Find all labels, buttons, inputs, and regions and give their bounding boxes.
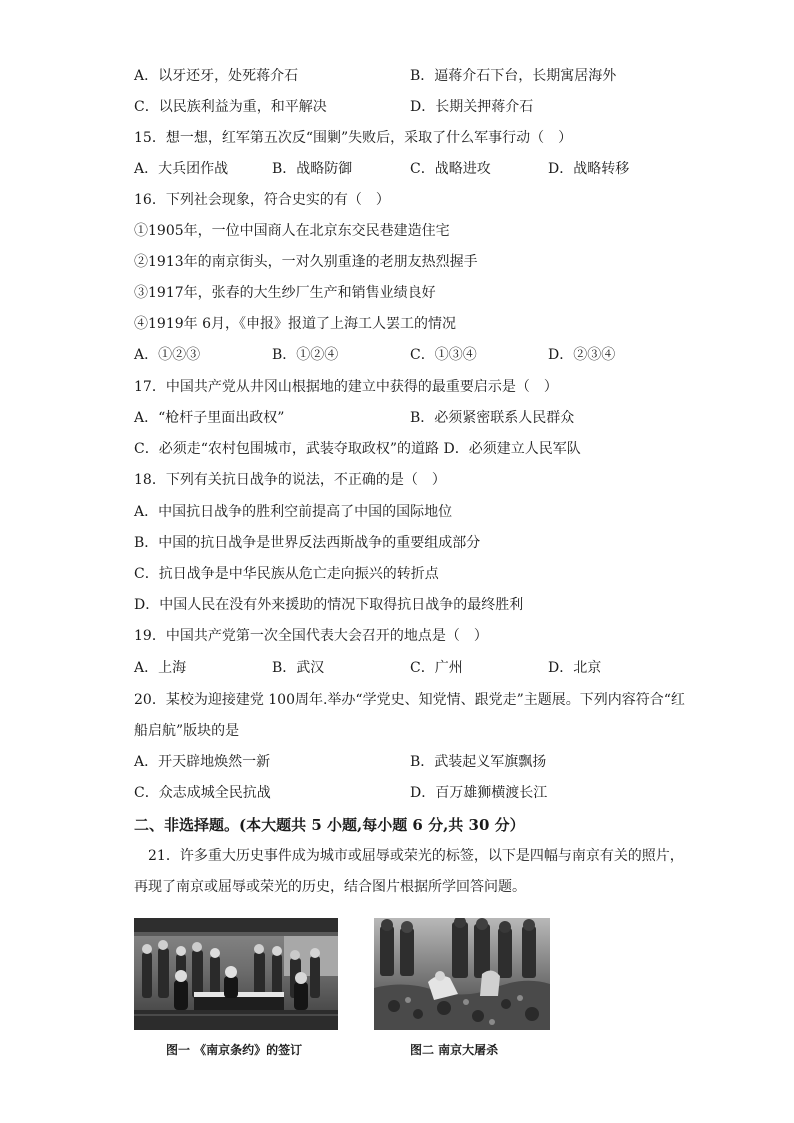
q20-option-b[interactable]: B．武装起义军旗飘扬: [410, 754, 547, 770]
section-heading: 二、非选择题。(本大题共 5 小题,每小题 6 分,共 30 分）: [134, 816, 525, 834]
figure-1-photo: [134, 918, 338, 1030]
q16-item-2: ②1913年的南京街头，一对久别重逢的老朋友热烈握手: [134, 254, 478, 270]
q14-option-a[interactable]: A．以牙还牙，处死蒋介石: [134, 68, 299, 84]
q15-option-c[interactable]: C．战略进攻: [410, 161, 491, 177]
figure-1-image: [134, 918, 338, 1030]
q18-option-a[interactable]: A．中国抗日战争的胜利空前提高了中国的国际地位: [134, 504, 453, 520]
figure-2-photo: [374, 918, 550, 1030]
q19-stem: 19．中国共产党第一次全国代表大会召开的地点是（ ）: [134, 628, 488, 644]
q20-options-row-2: [0, 783, 794, 803]
q14-option-c[interactable]: C．以民族利益为重，和平解决: [134, 99, 327, 115]
q18-option-c[interactable]: C．抗日战争是中华民族从危亡走向振兴的转折点: [134, 566, 439, 582]
q16-option-a[interactable]: A．①②③: [134, 347, 201, 363]
q20-stem-line-2: 船启航”版块的是: [134, 723, 240, 739]
q19-options: [0, 658, 794, 678]
q20-options-row-1: [0, 752, 794, 772]
q21-stem-line-1: 21．许多重大历史事件成为城市或屈辱或荣光的标签，以下是四幅与南京有关的照片，: [148, 848, 684, 864]
q16-options: [0, 345, 794, 365]
q19-option-b[interactable]: B．武汉: [272, 660, 325, 676]
q19-option-a[interactable]: A．上海: [134, 660, 187, 676]
q16-stem: 16．下列社会现象，符合史实的有（ ）: [134, 192, 390, 208]
q17-option-a[interactable]: A．“枪杆子里面出政权”: [134, 410, 285, 426]
q15-options: [0, 159, 794, 179]
q16-item-3: ③1917年，张春的大生纱厂生产和销售业绩良好: [134, 285, 436, 301]
q18-option-b[interactable]: B．中国的抗日战争是世界反法西斯战争的重要组成部分: [134, 535, 481, 551]
q16-option-c[interactable]: C．①③④: [410, 347, 477, 363]
q16-option-b[interactable]: B．①②④: [272, 347, 339, 363]
q15-option-b[interactable]: B．战略防御: [272, 161, 353, 177]
q15-option-a[interactable]: A．大兵团作战: [134, 161, 229, 177]
q17-option-b[interactable]: B．必须紧密联系人民群众: [410, 410, 575, 426]
q20-stem-line-1: 20．某校为迎接建党 100周年.举办“学党史、知党情、跟党走”主题展。下列内容符合“红: [134, 692, 685, 708]
q19-option-c[interactable]: C．广州: [410, 660, 463, 676]
q16-item-4: ④1919年 6月，《申报》报道了上海工人罢工的情况: [134, 316, 456, 332]
q20-option-a[interactable]: A．开天辟地焕然一新: [134, 754, 271, 770]
q14-options-row-2: [0, 97, 794, 117]
q17-options-row-1: [0, 408, 794, 428]
q20-option-c[interactable]: C．众志成城全民抗战: [134, 785, 271, 801]
q18-stem: 18．下列有关抗日战争的说法，不正确的是（ ）: [134, 472, 446, 488]
q14-option-b[interactable]: B．逼蒋介石下台，长期寓居海外: [410, 68, 617, 84]
figure-2-image: [374, 918, 550, 1030]
q14-option-d[interactable]: D．长期关押蒋介石: [410, 99, 534, 115]
q14-options-row-1: [0, 66, 794, 86]
q18-option-d[interactable]: D．中国人民在没有外来援助的情况下取得抗日战争的最终胜利: [134, 597, 524, 613]
q19-option-d[interactable]: D．北京: [548, 660, 602, 676]
figure-2-caption: 图二 南京大屠杀: [410, 1043, 499, 1057]
q15-stem: 15．想一想，红军第五次反“围剿”失败后，采取了什么军事行动（ ）: [134, 130, 573, 146]
q15-option-d[interactable]: D．战略转移: [548, 161, 630, 177]
q17-stem: 17．中国共产党从井冈山根据地的建立中获得的最重要启示是（ ）: [134, 379, 558, 395]
figure-1-caption: 图一 《南京条约》的签订: [166, 1043, 303, 1057]
q17-option-c-d[interactable]: C．必须走“农村包围城市，武装夺取政权”的道路 D．必须建立人民军队: [134, 441, 581, 457]
q16-option-d[interactable]: D．②③④: [548, 347, 616, 363]
q21-stem-line-2: 再现了南京或屈辱或荣光的历史，结合图片根据所学回答问题。: [134, 879, 526, 895]
q20-option-d[interactable]: D．百万雄狮横渡长江: [410, 785, 548, 801]
q16-item-1: ①1905年，一位中国商人在北京东交民巷建造住宅: [134, 223, 450, 239]
